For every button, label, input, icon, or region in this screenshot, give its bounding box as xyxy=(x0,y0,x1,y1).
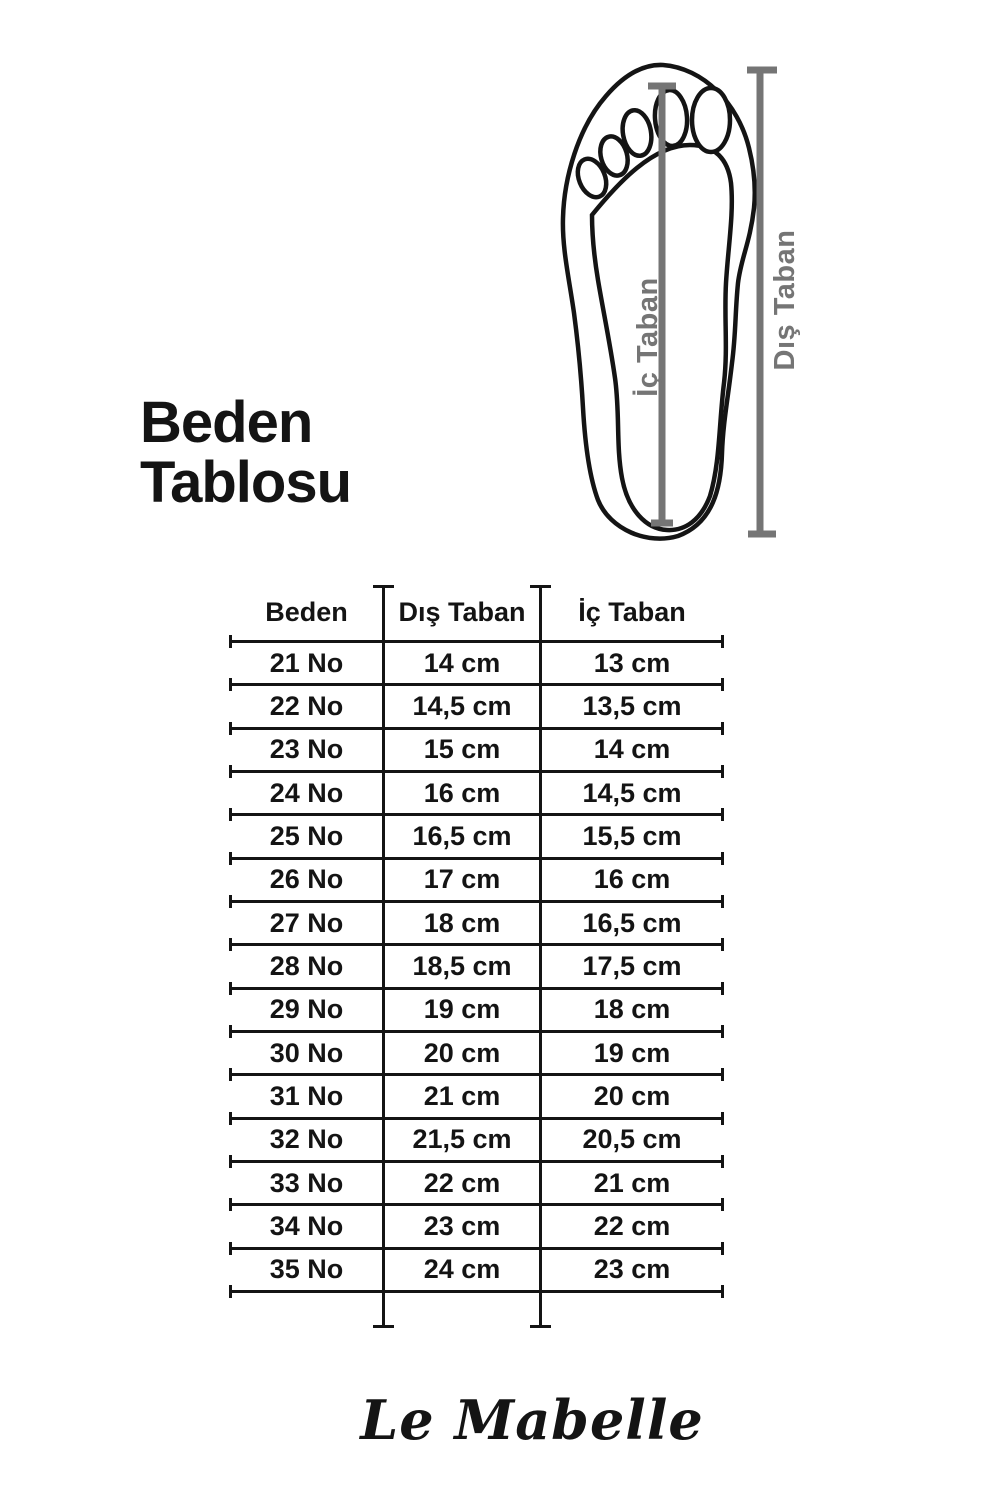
ic-taban-cell: 13 cm xyxy=(593,647,671,678)
inner-measure-label: İç Taban xyxy=(632,277,664,397)
size-cell: 24 No xyxy=(269,777,344,808)
table-row xyxy=(230,1203,723,1246)
dis-taban-cell: 23 cm xyxy=(423,1210,501,1241)
table-row xyxy=(230,683,723,726)
dis-taban-cell: 16,5 cm xyxy=(412,820,512,851)
table-bottom-rule xyxy=(230,1290,723,1293)
dis-taban-cell: 22 cm xyxy=(423,1167,501,1198)
size-cell: 29 No xyxy=(269,994,344,1025)
size-cell: 34 No xyxy=(269,1210,344,1241)
page-title xyxy=(140,390,352,515)
header-ic-taban: İç Taban xyxy=(578,597,686,627)
ic-taban-cell: 23 cm xyxy=(593,1254,671,1285)
size-cell: 30 No xyxy=(269,1037,344,1068)
page-title-line1: Beden xyxy=(140,390,313,455)
header-dis-taban: Dış Taban xyxy=(398,597,526,627)
dis-taban-cell: 18,5 cm xyxy=(412,950,512,981)
ic-taban-cell: 21 cm xyxy=(593,1167,671,1198)
dis-taban-cell: 20 cm xyxy=(423,1037,501,1068)
size-cell: 33 No xyxy=(269,1167,344,1198)
table-row xyxy=(230,640,723,683)
ic-taban-cell: 14,5 cm xyxy=(582,777,682,808)
toe-ellipse xyxy=(692,88,730,152)
dis-taban-cell: 21,5 cm xyxy=(412,1124,512,1155)
ic-taban-cell: 16 cm xyxy=(593,864,671,895)
ic-taban-cell: 20 cm xyxy=(593,1080,671,1111)
ic-taban-cell: 19 cm xyxy=(593,1037,671,1068)
brand-logo: Le Mabelle xyxy=(360,1388,704,1452)
table-row xyxy=(230,857,723,900)
ic-taban-cell: 18 cm xyxy=(593,994,671,1025)
table-column-divider xyxy=(539,585,542,1328)
ic-taban-cell: 13,5 cm xyxy=(582,690,682,721)
table-row xyxy=(230,1160,723,1203)
dis-taban-cell: 24 cm xyxy=(423,1254,501,1285)
table-row xyxy=(230,1073,723,1116)
table-row xyxy=(230,900,723,943)
page-title-line2: Tablosu xyxy=(140,450,352,515)
dis-taban-cell: 21 cm xyxy=(423,1080,501,1111)
table-row xyxy=(230,987,723,1030)
table-row xyxy=(230,1030,723,1073)
size-cell: 32 No xyxy=(269,1124,344,1155)
table-row xyxy=(230,727,723,770)
size-cell: 25 No xyxy=(269,820,344,851)
table-row xyxy=(230,943,723,986)
ic-taban-cell: 17,5 cm xyxy=(582,950,682,981)
dis-taban-cell: 16 cm xyxy=(423,777,501,808)
ic-taban-cell: 22 cm xyxy=(593,1210,671,1241)
table-row xyxy=(230,1247,723,1290)
foot-measurement-diagram xyxy=(548,48,838,553)
size-cell: 35 No xyxy=(269,1254,344,1285)
size-cell: 26 No xyxy=(269,864,344,895)
size-table xyxy=(230,585,723,1293)
size-cell: 31 No xyxy=(269,1080,344,1111)
table-row xyxy=(230,770,723,813)
size-cell: 27 No xyxy=(269,907,344,938)
toe-ellipse xyxy=(653,89,689,147)
dis-taban-cell: 14 cm xyxy=(423,647,501,678)
dis-taban-cell: 18 cm xyxy=(423,907,501,938)
size-cell: 23 No xyxy=(269,734,344,765)
dis-taban-cell: 15 cm xyxy=(423,734,501,765)
dis-taban-cell: 14,5 cm xyxy=(412,690,512,721)
dis-taban-cell: 19 cm xyxy=(423,994,501,1025)
ic-taban-cell: 14 cm xyxy=(593,734,671,765)
table-column-divider xyxy=(382,585,385,1328)
ic-taban-cell: 16,5 cm xyxy=(582,907,682,938)
ic-taban-cell: 15,5 cm xyxy=(582,820,682,851)
size-cell: 28 No xyxy=(269,950,344,981)
size-cell: 22 No xyxy=(269,690,344,721)
outer-measure-label: Dış Taban xyxy=(769,229,801,371)
header-beden: Beden xyxy=(265,597,348,627)
dis-taban-cell: 17 cm xyxy=(423,864,501,895)
size-cell: 21 No xyxy=(269,647,344,678)
table-row xyxy=(230,813,723,856)
table-row xyxy=(230,1117,723,1160)
size-table-header xyxy=(230,585,723,640)
ic-taban-cell: 20,5 cm xyxy=(582,1124,682,1155)
